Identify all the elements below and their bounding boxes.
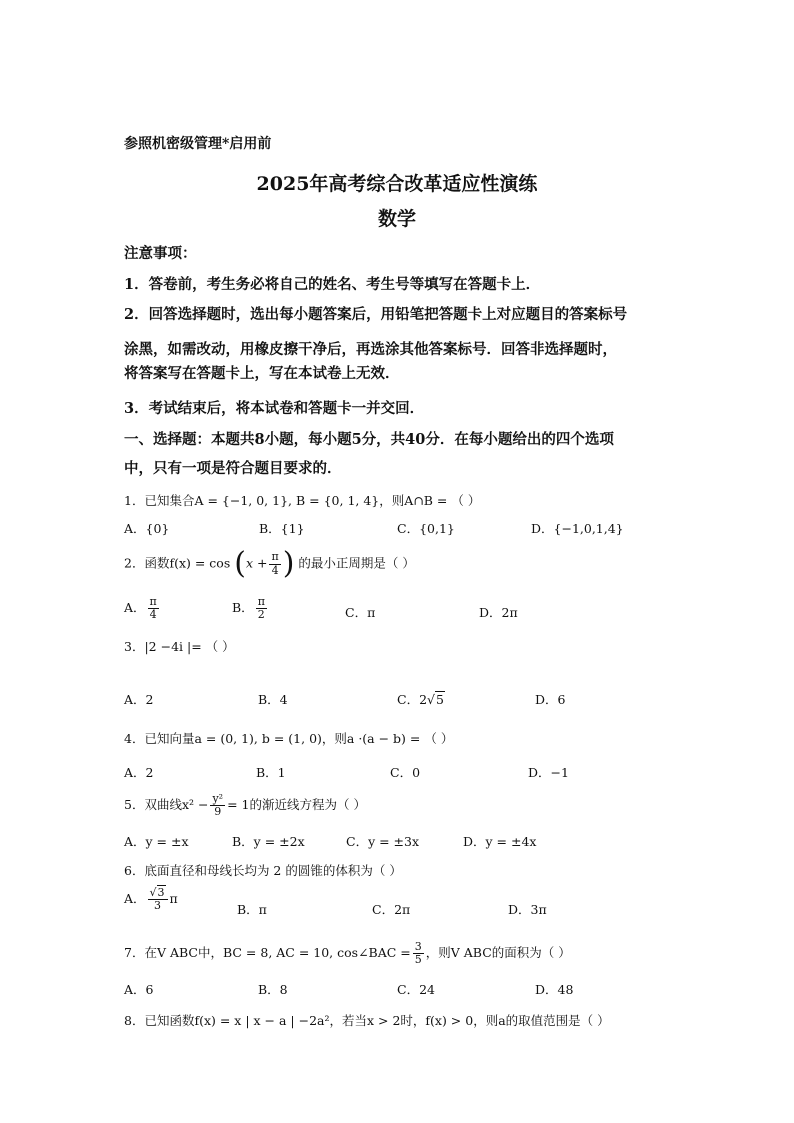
question-7-option-c: C．24 xyxy=(397,982,435,997)
question-5-stem xyxy=(124,793,366,818)
section-heading-line-2: 中，只有一项是符合题目要求的． xyxy=(124,460,342,477)
question-3-option-d: D．6 xyxy=(535,692,566,707)
question-4-option-d: D．−1 xyxy=(528,765,569,780)
question-3-stem: 3．|2 −4i |= （ ） xyxy=(124,639,235,654)
question-4-option-c: C．0 xyxy=(390,765,421,780)
question-5-option-b: B．y = ±2x xyxy=(232,834,305,849)
right-paren: ) xyxy=(282,546,295,581)
sqrt-radicand: 5 xyxy=(436,692,444,707)
question-6-option-b: B．π xyxy=(237,902,267,917)
question-2-fraction xyxy=(269,551,280,576)
question-1-stem: 1．已知集合A = {−1, 0, 1}, B = {0, 1, 4}，则A∩B = （ ） xyxy=(124,493,481,508)
sqrt-sign: √ xyxy=(427,692,435,707)
question-1-option-b: B．{1} xyxy=(259,521,305,536)
note-3: 3．考试结束后，将本试卷和答题卡一并交回． xyxy=(124,400,425,417)
option-fraction xyxy=(148,596,159,621)
fraction-numerator: 3 xyxy=(414,940,422,953)
fraction-denominator: 4 xyxy=(149,608,157,622)
question-6-stem: 6．底面直径和母线长均为 2 的圆锥的体积为（ ） xyxy=(124,863,402,878)
question-7-suffix: ，则V ABC的面积为（ ） xyxy=(425,945,571,961)
question-3-option-a: A．2 xyxy=(124,692,154,707)
fraction-numerator: y² xyxy=(212,792,224,805)
question-6-option-a xyxy=(124,887,178,912)
fraction-numerator: π xyxy=(149,595,157,608)
question-1-option-c: C．{0,1} xyxy=(397,521,455,536)
note-1: 1．答卷前，考生务必将自己的姓名、考生号等填写在答题卡上． xyxy=(124,276,541,293)
fraction-numerator: π xyxy=(257,595,265,608)
question-2-inner: x + xyxy=(245,555,268,571)
question-1-option-a: A．{0} xyxy=(124,521,170,536)
fraction-denominator: 9 xyxy=(214,805,222,819)
question-2-option-a xyxy=(124,596,161,621)
question-7-fraction xyxy=(413,941,424,966)
option-fraction xyxy=(148,887,168,912)
sqrt-radicand: 3 xyxy=(157,886,165,899)
question-5-prefix: 5．双曲线x² − xyxy=(124,797,209,813)
option-label: A． xyxy=(124,891,146,907)
question-2-option-b xyxy=(232,596,269,621)
question-2-suffix: 的最小正周期是（ ） xyxy=(298,555,415,571)
question-4-option-a: A．2 xyxy=(124,765,154,780)
section-heading-line-1: 一、选择题：本题共8小题，每小题5分，共40分．在每小题给出的四个选项 xyxy=(124,431,614,448)
exam-title: 2025年高考综合改革适应性演练 xyxy=(256,173,538,195)
question-7-prefix: 7．在V ABC中，BC = 8, AC = 10, cos∠BAC = xyxy=(124,945,411,961)
confidential-label: 参照机密级管理*启用前 xyxy=(124,136,272,152)
question-3-option-c xyxy=(397,690,445,708)
fraction-denominator: 3 xyxy=(154,899,162,913)
question-5-option-d: D．y = ±4x xyxy=(463,834,537,849)
fraction-denominator: 2 xyxy=(257,608,265,622)
question-7-option-b: B．8 xyxy=(258,982,288,997)
option-label: A． xyxy=(124,600,146,616)
question-1-option-d: D．{−1,0,1,4} xyxy=(531,521,624,536)
question-2-option-d: D．2π xyxy=(479,605,518,620)
fraction-denominator: 4 xyxy=(271,563,279,577)
question-7-option-d: D．48 xyxy=(535,982,574,997)
note-2-line-2: 涂黑，如需改动，用橡皮擦干净后，再选涂其他答案标号．回答非选择题时， xyxy=(124,341,617,358)
question-2-prefix: 2．函数f(x) = cos xyxy=(124,555,231,571)
question-6-option-d: D．3π xyxy=(508,902,547,917)
notes-heading: 注意事项： xyxy=(124,245,197,262)
question-7-option-a: A．6 xyxy=(124,982,154,997)
question-5-option-a: A．y = ±x xyxy=(124,834,189,849)
question-5-suffix: = 1的渐近线方程为（ ） xyxy=(227,797,366,813)
question-4-option-b: B．1 xyxy=(256,765,286,780)
note-2-line-1: 2．回答选择题时，选出每小题答案后，用铅笔把答题卡上对应题目的答案标号 xyxy=(124,306,628,323)
option-pi: π xyxy=(169,891,178,907)
question-5-fraction xyxy=(210,793,225,818)
question-6-option-c: C．2π xyxy=(372,902,411,917)
option-label: B． xyxy=(232,600,254,616)
exam-subject: 数学 xyxy=(377,208,416,230)
sqrt-sign: √ xyxy=(149,886,157,899)
fraction-denominator: 5 xyxy=(414,953,422,967)
left-paren: ( xyxy=(234,546,246,581)
note-2-line-3: 将答案写在答题卡上，写在本试卷上无效． xyxy=(124,365,400,382)
question-4-stem: 4．已知向量a = (0, 1), b = (1, 0)，则a ·(a − b) = （ ） xyxy=(124,731,454,746)
option-label: C．2 xyxy=(397,692,428,707)
question-5-option-c: C．y = ±3x xyxy=(346,834,420,849)
question-8-stem: 8．已知函数f(x) = x | x − a | −2a²，若当x > 2时，f(x) > 0，则a的取值范围是（ ） xyxy=(124,1013,610,1028)
question-7-stem xyxy=(124,941,571,966)
question-2-option-c: C．π xyxy=(345,605,376,620)
question-2-stem xyxy=(124,546,415,581)
option-fraction xyxy=(256,596,267,621)
question-3-option-b: B．4 xyxy=(258,692,288,707)
fraction-numerator: π xyxy=(271,550,279,564)
